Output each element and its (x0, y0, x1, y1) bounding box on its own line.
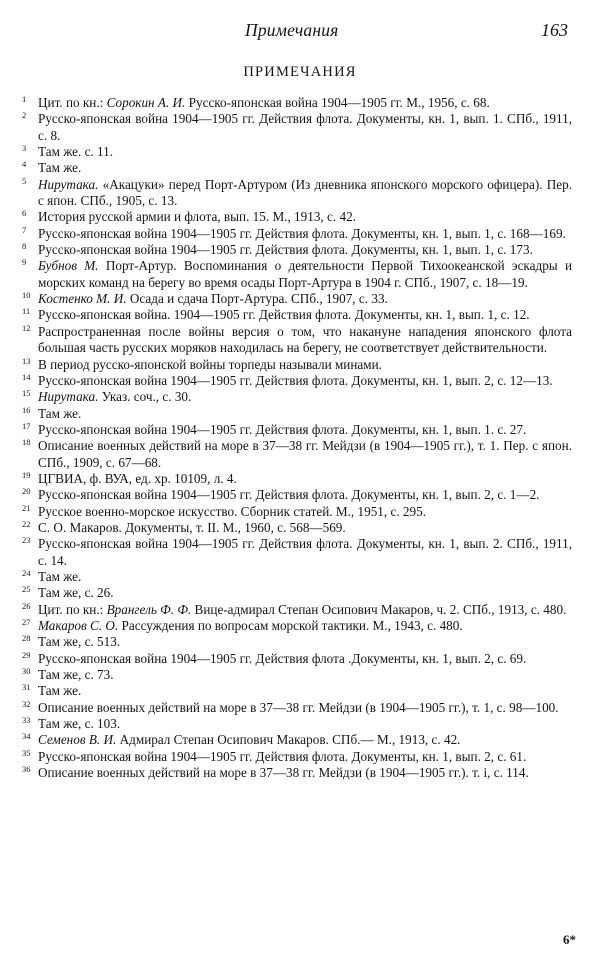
page-number: 163 (541, 20, 568, 40)
note-item (20, 95, 572, 111)
note-item (20, 177, 572, 210)
note-number: 23 (22, 535, 31, 546)
note-number: 3 (22, 143, 27, 154)
note-number: 25 (22, 584, 31, 595)
note-number: 15 (22, 388, 31, 399)
note-text: Описание военных действий на море в 37—38 гг. Мейдзи (в 1904—1905 гг.), т. 1. Пер. с япон. СПб., 1909, с. 67—68. (38, 438, 572, 470)
note-item (20, 209, 572, 225)
note-text: Распространенная после войны версия о том, что накануне нападения японского флота большая часть русских моряков находилась на берегу, не соответствует действительности. (38, 323, 572, 356)
note-text: Вице-адмирал Степан Осипович Макаров, ч. 2. СПб., 1913, с. 480. (191, 601, 567, 617)
note-number: 36 (22, 764, 31, 775)
note-text: Рассуждения по вопросам морской тактики. М., 1943, с. 480. (118, 618, 463, 633)
note-number: 12 (22, 322, 31, 333)
note-item (20, 389, 572, 405)
note-number: 24 (22, 567, 31, 578)
note-text: Русско-японская война 1904—1905 гг. Действия флота. Документы, кн. 1, вып. 2, с. 12—13. (38, 372, 553, 388)
note-text: Русско-японская война 1904—1905 гг. Действия флота. Документы, кн. 1, вып. 2, с. 1—2. (38, 487, 540, 503)
note-text: Русское военно-морское искусство. Сборник статей. М., 1951, с. 295. (38, 503, 427, 519)
note-item (20, 307, 572, 323)
note-item (20, 291, 572, 307)
note-text: Там же. (38, 160, 82, 176)
note-item (20, 438, 572, 471)
note-number: 14 (22, 371, 31, 382)
note-item (20, 357, 572, 373)
note-item (20, 520, 572, 536)
note-item (20, 487, 572, 503)
note-author: Врангель Ф. Ф. (106, 601, 192, 617)
note-number: 30 (22, 666, 31, 677)
note-item (20, 618, 572, 634)
note-number: 7 (22, 224, 27, 235)
note-item (20, 749, 572, 765)
note-number: 13 (22, 355, 31, 366)
note-author: Нирутака. (38, 389, 99, 405)
note-number: 16 (22, 404, 31, 415)
note-item (20, 226, 572, 242)
note-text: Там же, с. 513. (38, 634, 121, 650)
note-item (20, 569, 572, 585)
note-text: Там же, с. 73. (38, 667, 114, 683)
signature-mark: 6* (563, 932, 576, 947)
note-item (20, 144, 572, 160)
note-item (20, 111, 572, 144)
note-number: 4 (22, 159, 27, 170)
note-item (20, 242, 572, 258)
note-number: 6 (22, 208, 27, 219)
note-text: Русско-японская война. 1904—1905 гг. Действия флота. Документы, кн. 1, вып. 1, с. 12. (38, 307, 530, 323)
note-item (20, 406, 572, 422)
running-title: Примечания (245, 20, 339, 40)
note-text: С. О. Макаров. Документы, т. II. М., 1960, с. 568—569. (38, 519, 346, 535)
note-number: 5 (22, 175, 27, 186)
note-number: 26 (22, 600, 31, 611)
note-number: 33 (22, 715, 31, 726)
note-item (20, 160, 572, 176)
note-text: Описание военных действий на море в 37—38 гг. Мейдзи (в 1904—1905 гг.), т. 1, с. 98—100. (38, 699, 559, 715)
note-author: Костенко М. И. (38, 291, 127, 307)
note-item (20, 422, 572, 438)
note-text: Русско-японская война 1904—1905 гг. Действия флота. Документы, кн. 1, вып. 1, с. 173. (38, 242, 533, 258)
note-text: Русско-японская война 1904—1905 гг. Действия флота. Документы, кн. 1, вып. 2, с. 61. (38, 748, 527, 764)
note-text: Русско-японская война 1904—1905 гг. Действия флота .Документы, кн. 1, вып. 2, с. 69. (38, 650, 527, 666)
note-item (20, 765, 572, 781)
note-item (20, 732, 572, 748)
note-text: Там же, с. 103. (38, 716, 121, 732)
note-item (20, 324, 572, 357)
note-item (20, 536, 572, 569)
note-text: Там же, с. 26. (38, 585, 114, 601)
note-text: В период русско-японской войны торпеды называли минами. (38, 356, 382, 372)
note-text: ЦГВИА, ф. ВУА, ед. хр. 10109, л. 4. (38, 470, 237, 486)
note-number: 22 (22, 518, 31, 529)
note-author: Нирутака. (38, 176, 99, 192)
note-author: Макаров С. О. (38, 618, 119, 633)
note-text: Русско-японская война 1904—1905 гг. Действия флота. Документы, кн. 1, вып. 1. с. 27. (38, 421, 527, 437)
note-item (20, 651, 572, 667)
note-text: Цит. по кн.: (38, 601, 107, 617)
note-item (20, 258, 572, 291)
section-title: ПРИМЕЧАНИЯ (243, 64, 357, 80)
note-text: Русско-японская война 1904—1905 гг. Действия флота. Документы, кн. 1, вып. 1. СПб., 1911, с. 8. (38, 111, 572, 143)
note-item (20, 504, 572, 520)
note-number: 11 (22, 306, 31, 317)
note-item (20, 373, 572, 389)
note-number: 35 (22, 747, 31, 758)
note-text: Цит. по кн.: (38, 95, 107, 110)
note-item (20, 700, 572, 716)
note-item (20, 667, 572, 683)
note-number: 32 (22, 698, 31, 709)
note-number: 9 (22, 257, 27, 268)
note-text: Там же. (38, 568, 82, 584)
note-text: Порт-Артур. Воспоминания о деятельности Первой Тихоокеанской эскадры и морских команд на берегу во время осады Порт-Артура в 1904 г. СПб., 1907, с. 18—19. (38, 258, 573, 290)
note-number: 28 (22, 633, 31, 644)
note-author: Бубнов М. (38, 258, 99, 274)
note-text: Адмирал Степан Осипович Макаров. СПб.— М., 1913, с. 42. (116, 732, 461, 748)
note-text: Русско-японская война 1904—1905 гг. М., 1956, с. 68. (185, 95, 490, 110)
note-number: 8 (22, 241, 27, 252)
note-number: 17 (22, 420, 31, 431)
note-text: Русско-японская война 1904—1905 гг. Действия флота. Документы, кн. 1, вып. 1, с. 168—169. (38, 225, 566, 241)
note-text: История русской армии и флота, вып. 15. М., 1913, с. 42. (38, 209, 356, 225)
note-text: Там же. с. 11. (38, 144, 114, 160)
note-item (20, 683, 572, 699)
note-item (20, 634, 572, 650)
note-number: 10 (22, 290, 31, 301)
note-text: Осада и сдача Порт-Артура. СПб., 1907, с. 33. (126, 291, 388, 307)
note-number: 2 (22, 110, 27, 121)
note-text: Там же. (38, 405, 82, 421)
note-number: 21 (22, 502, 31, 513)
note-number: 19 (22, 469, 31, 480)
note-text: Указ. соч., с. 30. (98, 389, 192, 405)
running-header (0, 20, 600, 44)
note-item (20, 716, 572, 732)
note-text: Русско-японская война 1904—1905 гг. Действия флота. Документы, кн. 1, вып. 2. СПб., 1911, с. 14. (38, 536, 572, 568)
note-item (20, 585, 572, 601)
note-item (20, 602, 572, 618)
note-author: Сорокин А. И. (106, 95, 186, 110)
note-item (20, 471, 572, 487)
note-text: Описание военных действий на море в 37—38 гг. Мейдзи (в 1904—1905 гг.). т. і, с. 114. (38, 765, 529, 781)
note-number: 31 (22, 682, 31, 693)
note-text: Там же. (38, 683, 82, 699)
note-number: 20 (22, 486, 31, 497)
note-number: 18 (22, 437, 31, 448)
note-number: 27 (22, 617, 31, 627)
note-number: 34 (22, 731, 31, 742)
notes-list (20, 95, 572, 781)
note-number: 29 (22, 649, 31, 660)
note-author: Семенов В. И. (38, 732, 117, 748)
note-number: 1 (22, 94, 27, 104)
note-text: «Акацуки» перед Порт-Артуром (Из дневника японского морского офицера). Пер. с япон. СПб., 1905, с. 13. (38, 176, 572, 209)
